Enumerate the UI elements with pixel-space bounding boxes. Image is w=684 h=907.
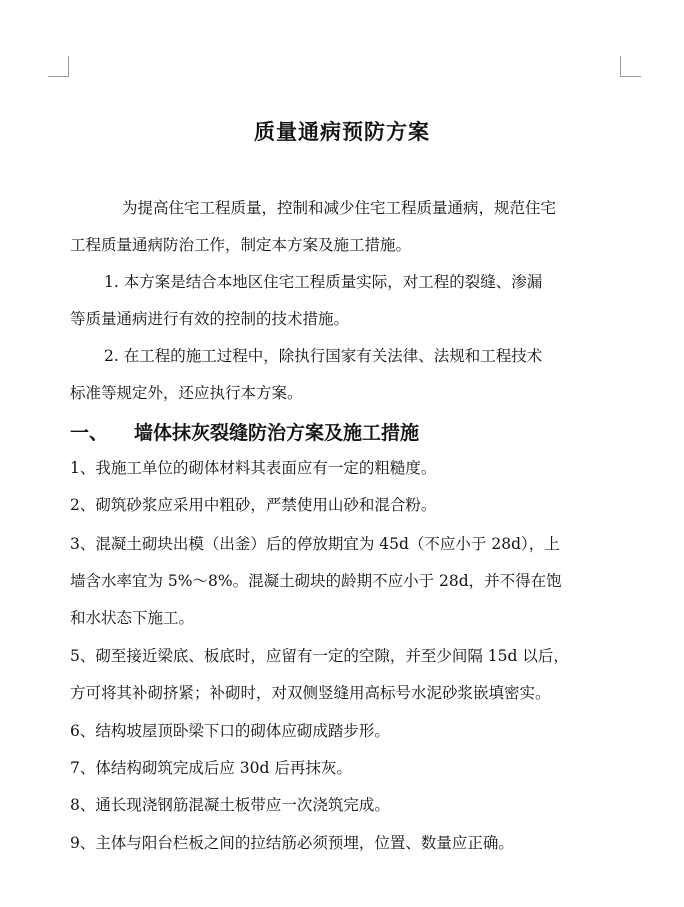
- list-item: 墙含水率宜为 5%～8%。混凝土砌块的龄期不应小于 28d，并不得在饱: [70, 572, 562, 590]
- section-heading: [70, 420, 630, 446]
- page-corner-mark-top-left: [48, 56, 69, 77]
- list-item: 5、砌至接近梁底、板底时，应留有一定的空隙，并至少间隔 15d 以后，: [70, 647, 569, 665]
- list-item: 8、通长现浇钢筋混凝土板带应一次浇筑完成。: [70, 796, 390, 814]
- section-title: 墙体抹灰裂缝防治方案及施工措施: [134, 422, 420, 444]
- page-corner-mark-top-right: [620, 56, 641, 77]
- intro-line-2: 工程质量通病防治工作，制定本方案及施工措施。: [70, 236, 412, 254]
- list-item: 方可将其补砌挤紧；补砌时，对双侧竖缝用高标号水泥砂浆嵌填密实。: [70, 684, 551, 702]
- list-item: 2、砌筑砂浆应采用中粗砂，严禁使用山砂和混合粉。: [70, 496, 437, 514]
- point-2-line-1: 2. 在工程的施工过程中，除执行国家有关法律、法规和工程技术: [104, 347, 543, 365]
- document-title: 质量通病预防方案: [254, 119, 430, 144]
- list-item: 7、体结构砌筑完成后应 30d 后再抹灰。: [70, 759, 352, 777]
- list-item: 6、结构坡屋顶卧梁下口的砌体应砌成踏步形。: [70, 722, 390, 740]
- list-item: 3、混凝土砌块出模（出釜）后的停放期宜为 45d（不应小于 28d），上: [70, 535, 560, 553]
- point-1-line-2: 等质量通病进行有效的控制的技术措施。: [70, 310, 350, 328]
- section-number: 一、: [70, 422, 109, 444]
- list-item: 9、主体与阳台栏板之间的拉结筋必须预埋，位置、数量应正确。: [70, 834, 514, 852]
- intro-line-1: 为提高住宅工程质量，控制和减少住宅工程质量通病，规范住宅: [122, 199, 557, 217]
- list-item: 1、我施工单位的砌体材料其表面应有一定的粗糙度。: [70, 459, 437, 477]
- point-2-line-2: 标准等规定外，还应执行本方案。: [70, 384, 303, 402]
- point-1-line-1: 1. 本方案是结合本地区住宅工程质量实际，对工程的裂缝、渗漏: [104, 273, 543, 291]
- list-item: 和水状态下施工。: [70, 609, 195, 627]
